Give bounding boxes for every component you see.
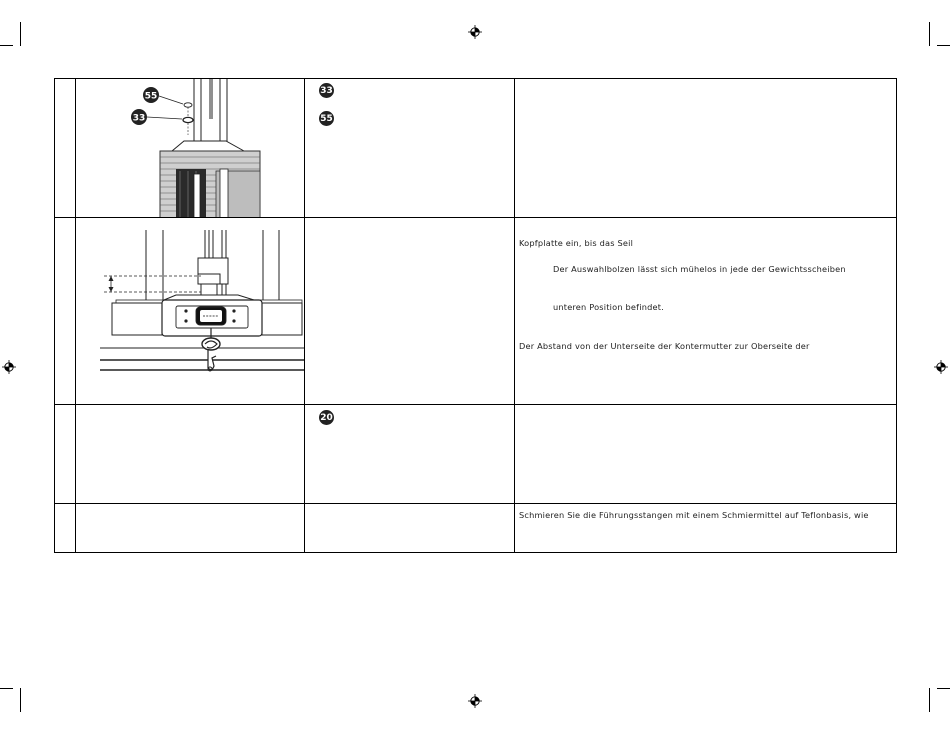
step-instructions-cell — [515, 79, 897, 218]
weight-stack-top-illustration — [76, 79, 305, 218]
instruction-text-line: Schmieren Sie die Führungsstangen mit einem Schmiermittel auf Teflonbasis, wie — [519, 510, 869, 520]
step-illustration-cell — [76, 504, 305, 553]
step-illustration-cell — [76, 79, 305, 218]
instruction-text-line: Der Abstand von der Unterseite der Kontermutter zur Oberseite der — [519, 341, 810, 351]
assembly-steps-table — [54, 78, 897, 553]
step-number-cell — [55, 405, 76, 504]
step-instructions-cell — [515, 218, 897, 405]
step-row-3 — [55, 405, 897, 504]
step-number-cell — [55, 218, 76, 405]
step-illustration-cell — [76, 405, 305, 504]
step-row-2 — [55, 218, 897, 405]
step-instructions-cell — [515, 405, 897, 504]
registration-mark-bottom-icon — [468, 694, 482, 708]
step-instructions-cell — [515, 504, 897, 553]
crop-mark-bottom-left-vertical — [20, 688, 21, 712]
registration-mark-right-icon — [934, 360, 948, 374]
crop-mark-top-left-vertical — [20, 22, 21, 46]
crop-mark-top-left-horizontal — [0, 45, 13, 46]
step-number-cell — [55, 504, 76, 553]
crop-mark-top-right-vertical — [929, 22, 930, 46]
crop-mark-bottom-right-horizontal — [937, 688, 950, 689]
crop-mark-bottom-right-vertical — [929, 688, 930, 712]
callout-33: 33 — [132, 113, 146, 124]
registration-mark-top-icon — [468, 25, 482, 39]
step-illustration-cell — [76, 218, 305, 405]
instruction-text-line: Der Auswahlbolzen lässt sich mühelos in jede der Gewichtsscheiben — [553, 264, 846, 274]
selector-pin-adjustment-illustration — [76, 218, 305, 405]
instruction-text-line: Kopfplatte ein, bis das Seil — [519, 238, 634, 248]
callout-55: 55 — [144, 91, 158, 102]
step-parts-cell — [305, 79, 515, 218]
step-row-1 — [55, 79, 897, 218]
step-parts-cell — [305, 405, 515, 504]
step-row-4 — [55, 504, 897, 553]
step-parts-cell — [305, 218, 515, 405]
crop-mark-top-right-horizontal — [937, 45, 950, 46]
part-number-badge: 20 — [319, 410, 334, 425]
instruction-text-line: unteren Position befindet. — [553, 302, 664, 312]
part-number-badge: 33 — [319, 83, 334, 98]
step-parts-cell — [305, 504, 515, 553]
part-number-badge: 55 — [319, 111, 334, 126]
step-number-cell — [55, 79, 76, 218]
registration-mark-left-icon — [2, 360, 16, 374]
crop-mark-bottom-left-horizontal — [0, 688, 13, 689]
